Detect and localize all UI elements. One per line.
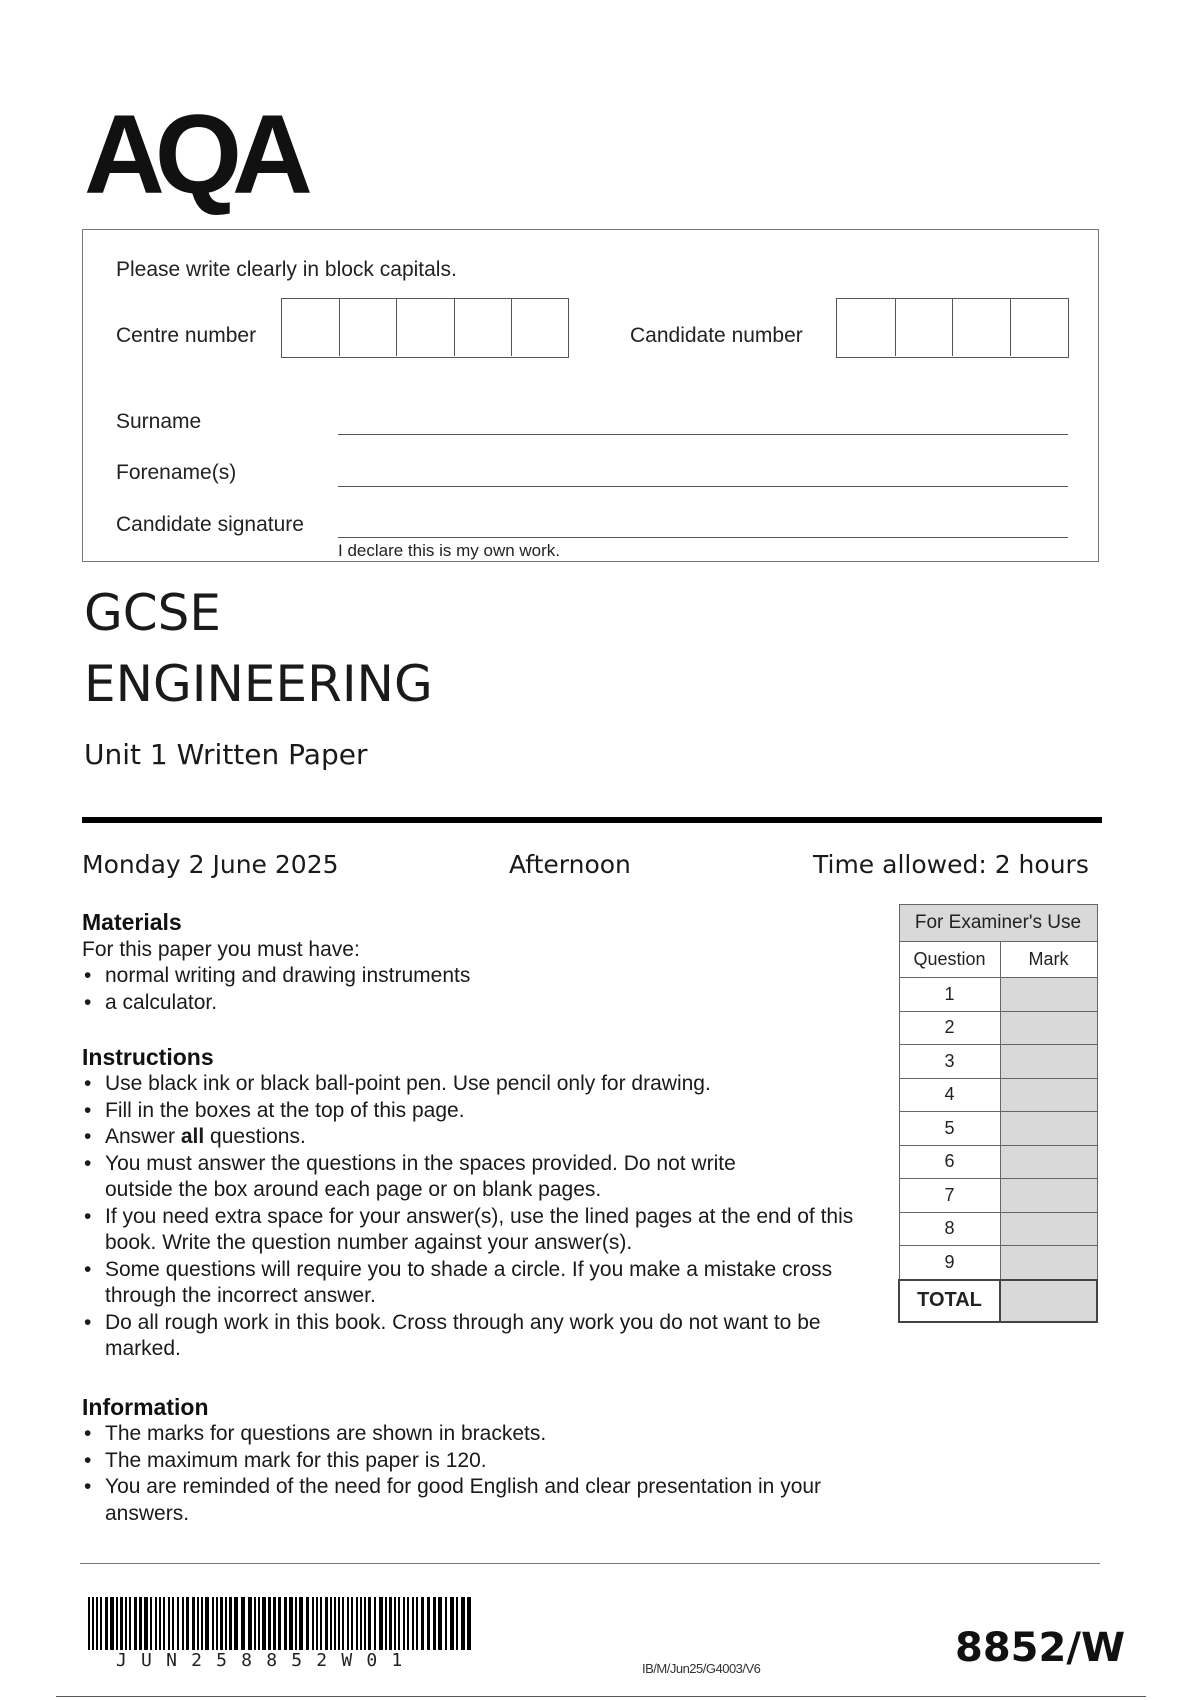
- list-item: • If you need extra space for your answer(s), use the lined pages at the end of this book. Write the question number against your answer(s).: [82, 1204, 882, 1257]
- signature-label: Candidate signature: [116, 513, 304, 536]
- answer-text-post: questions.: [204, 1125, 306, 1148]
- candidate-number-digit-box[interactable]: [952, 299, 1010, 356]
- question-number: 2: [899, 1011, 1000, 1045]
- mark-cell: [1000, 1145, 1097, 1179]
- total-mark-cell: [1000, 1280, 1097, 1322]
- barcode-number: JUN258852W01: [116, 1650, 417, 1671]
- mark-cell: [1000, 1212, 1097, 1246]
- list-item: • Some questions will require you to shade a circle. If you make a mistake cross through the incorrect answer.: [82, 1257, 882, 1310]
- table-row: [899, 1078, 1097, 1112]
- block-capitals-instruction: Please write clearly in block capitals.: [116, 258, 457, 281]
- table-row: [899, 1246, 1097, 1280]
- instructions-heading: Instructions: [82, 1044, 214, 1070]
- aqa-logo: AQA: [84, 92, 303, 217]
- centre-number-digit-box[interactable]: [511, 299, 568, 356]
- mark-cell: [1000, 1179, 1097, 1213]
- list-item: • Do all rough work in this book. Cross through any work you do not want to be marked.: [82, 1310, 882, 1363]
- list-item: • The marks for questions are shown in brackets.: [82, 1421, 882, 1448]
- paper-code: 8852/W: [955, 1625, 1126, 1671]
- exam-session: Afternoon: [509, 850, 631, 879]
- centre-number-boxes[interactable]: [281, 298, 569, 358]
- centre-number-digit-box[interactable]: [339, 299, 396, 356]
- paper-reference: IB/M/Jun25/G4003/V6: [642, 1661, 761, 1676]
- question-number: 1: [899, 978, 1000, 1012]
- mark-column-header: Mark: [1000, 942, 1097, 978]
- list-item: • You are reminded of the need for good English and clear presentation in your answers.: [82, 1474, 882, 1527]
- examiner-table-title: For Examiner's Use: [899, 905, 1097, 942]
- barcode-icon: [88, 1597, 471, 1650]
- footer-divider: [80, 1563, 1100, 1564]
- list-item: • You must answer the questions in the spaces provided. Do not write outside the box around each page or on blank pages.: [82, 1151, 882, 1204]
- table-row: [899, 1145, 1097, 1179]
- forenames-label: Forename(s): [116, 461, 237, 484]
- table-row: [899, 1011, 1097, 1045]
- table-row: [899, 1179, 1097, 1213]
- answer-text-pre: Answer: [105, 1125, 181, 1148]
- information-section: [82, 1394, 882, 1527]
- unit-title: Unit 1 Written Paper: [84, 738, 368, 771]
- table-row: [899, 1212, 1097, 1246]
- mark-cell: [1000, 1078, 1097, 1112]
- list-item: • Use black ink or black ball-point pen. Use pencil only for drawing.: [82, 1071, 882, 1098]
- instructions-section: [82, 1044, 882, 1363]
- question-number: 3: [899, 1045, 1000, 1079]
- mark-cell: [1000, 1246, 1097, 1280]
- page-bottom-rule: [56, 1696, 1146, 1697]
- materials-intro: For this paper you must have:: [82, 938, 360, 961]
- centre-number-label: Centre number: [116, 324, 257, 347]
- mark-cell: [1000, 1011, 1097, 1045]
- surname-line[interactable]: [338, 434, 1068, 435]
- list-item: • The maximum mark for this paper is 120.: [82, 1448, 882, 1475]
- table-row: [899, 1045, 1097, 1079]
- instructions-list: [82, 1071, 882, 1363]
- mark-cell: [1000, 978, 1097, 1012]
- question-number: 8: [899, 1212, 1000, 1246]
- question-number: 7: [899, 1179, 1000, 1213]
- answer-text-bold: all: [180, 1125, 205, 1148]
- declaration-text: I declare this is my own work.: [338, 541, 561, 560]
- mark-cell: [1000, 1045, 1097, 1079]
- materials-heading: Materials: [82, 909, 182, 935]
- time-allowed: Time allowed: 2 hours: [813, 850, 1089, 879]
- subject-title: ENGINEERING: [84, 655, 433, 713]
- question-number: 9: [899, 1246, 1000, 1280]
- question-number: 5: [899, 1112, 1000, 1146]
- candidate-number-digit-box[interactable]: [895, 299, 953, 356]
- question-number: 6: [899, 1145, 1000, 1179]
- centre-number-digit-box[interactable]: [282, 299, 339, 356]
- materials-list: [82, 963, 882, 1016]
- list-item: • a calculator.: [82, 990, 882, 1017]
- centre-number-digit-box[interactable]: [454, 299, 511, 356]
- signature-line[interactable]: [338, 537, 1068, 538]
- examiner-use-table: [898, 904, 1098, 1323]
- forenames-line[interactable]: [338, 486, 1068, 487]
- total-label: TOTAL: [899, 1280, 1000, 1322]
- candidate-number-label: Candidate number: [630, 324, 803, 347]
- exam-date: Monday 2 June 2025: [82, 850, 339, 879]
- question-column-header: Question: [899, 942, 1000, 978]
- qualification-title: GCSE: [84, 584, 221, 642]
- table-row: [899, 978, 1097, 1012]
- candidate-number-digit-box[interactable]: [1010, 299, 1068, 356]
- centre-number-digit-box[interactable]: [396, 299, 453, 356]
- materials-section: [82, 909, 882, 1016]
- candidate-number-digit-box[interactable]: [837, 299, 895, 356]
- list-item: • normal writing and drawing instruments: [82, 963, 882, 990]
- information-heading: Information: [82, 1394, 209, 1420]
- list-item: [82, 1124, 882, 1151]
- information-list: [82, 1421, 882, 1527]
- total-row: [899, 1280, 1097, 1322]
- table-row: [899, 1112, 1097, 1146]
- list-item: • Fill in the boxes at the top of this page.: [82, 1098, 882, 1125]
- surname-label: Surname: [116, 410, 202, 433]
- candidate-number-boxes[interactable]: [836, 298, 1069, 358]
- title-divider: [82, 817, 1102, 823]
- mark-cell: [1000, 1112, 1097, 1146]
- question-number: 4: [899, 1078, 1000, 1112]
